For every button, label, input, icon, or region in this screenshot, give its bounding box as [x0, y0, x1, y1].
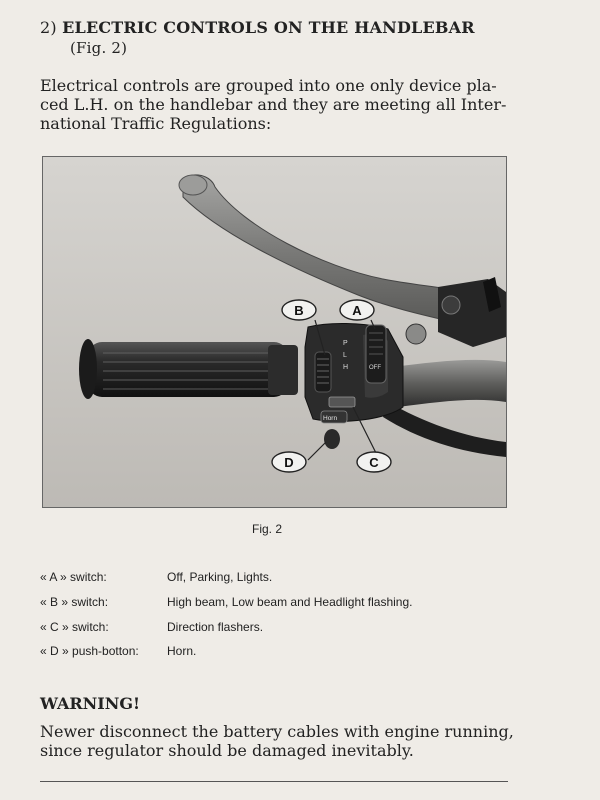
warning-line-2: since regulator should be damaged inevitably.: [40, 741, 414, 760]
switch-c-slider: [329, 397, 355, 407]
marking-off: OFF: [369, 365, 381, 371]
control-label: « C » switch:: [40, 620, 109, 634]
control-description: High beam, Low beam and Headlight flashing.: [167, 595, 413, 609]
callout-a-label: A: [352, 303, 362, 318]
warning-line-1: Newer disconnect the battery cables with engine running,: [40, 722, 514, 741]
bottom-rule: [40, 781, 508, 782]
callout-c: [357, 452, 391, 472]
section-title: ELECTRIC CONTROLS ON THE HANDLEBAR: [62, 18, 475, 37]
pivot-bolt: [442, 296, 460, 314]
intro-paragraph: [40, 76, 520, 133]
handlebar-photo: [42, 156, 507, 508]
callout-a: [340, 300, 374, 320]
control-label: « A » switch:: [40, 570, 107, 584]
control-description: Direction flashers.: [167, 620, 264, 634]
control-description: Off, Parking, Lights.: [167, 570, 273, 584]
warning-text: [40, 722, 530, 760]
control-label: « D » push-botton:: [40, 644, 139, 658]
callout-b: [282, 300, 316, 320]
callout-b-label: B: [294, 303, 304, 318]
intro-line-2: ced L.H. on the handlebar and they are meeting all Inter-: [40, 95, 507, 114]
grip-collar: [268, 345, 298, 395]
intro-line-3: national Traffic Regulations:: [40, 114, 272, 133]
control-label: « B » switch:: [40, 595, 109, 609]
marking-l: L: [343, 352, 347, 359]
lever-tip: [179, 175, 207, 195]
clamp-bolt: [406, 324, 426, 344]
grip-end-cap: [79, 339, 97, 399]
callout-d-label: D: [284, 455, 294, 470]
horn-lower-body: [324, 429, 340, 449]
marking-horn: Horn: [323, 415, 338, 422]
section-number: 2): [40, 18, 57, 37]
callout-d: [272, 452, 306, 472]
warning-title: WARNING!: [40, 694, 141, 713]
figure-reference: (Fig. 2): [70, 39, 128, 57]
section-heading: [40, 18, 475, 57]
handlebar-tube: [393, 360, 506, 407]
callout-c-label: C: [369, 455, 379, 470]
photo-background: [43, 157, 506, 507]
intro-line-1: Electrical controls are grouped into one only device pla-: [40, 76, 497, 95]
figure-caption: Fig. 2: [252, 522, 283, 536]
control-description: Horn.: [167, 644, 197, 658]
marking-h: H: [343, 364, 349, 371]
marking-p: P: [343, 340, 348, 347]
switch-b-wheel: [315, 352, 331, 392]
